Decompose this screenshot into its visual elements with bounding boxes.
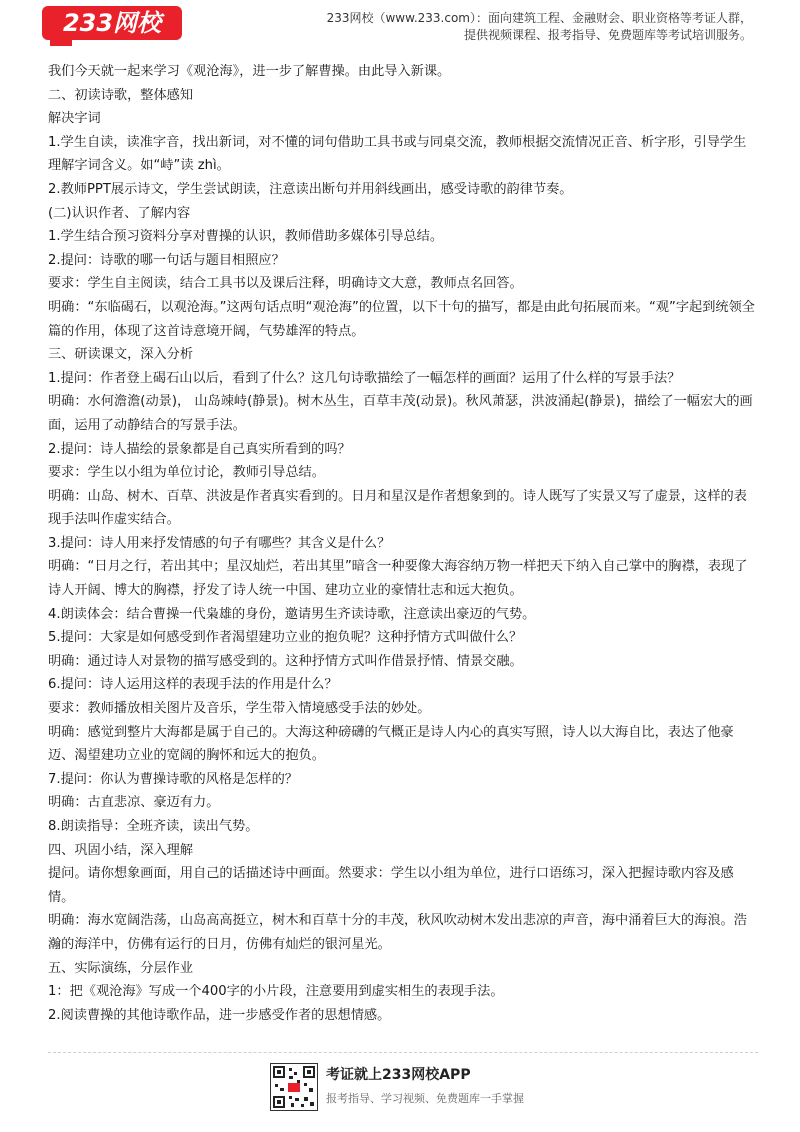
paragraph: 1.学生结合预习资料分享对曹操的认识，教师借助多媒体引导总结。 [48, 229, 444, 245]
paragraph: 明确：感觉到整片大海都是属于自己的。大海这种磅礴的气概正是诗人内心的真实写照，诗人以大海自比，表达了他豪迈、渴望建功立业的宽阔的胸怀和远大的抱负。 [48, 724, 734, 764]
paragraph: 要求：学生以小组为单位讨论，教师引导总结。 [48, 465, 325, 481]
paragraph: 明确：山岛、树木、百草、洪波是作者真实看到的。日月和星汉是作者想象到的。诗人既写了实景又写了虚景，这样的表现手法叫作虚实结合。 [48, 488, 747, 528]
paragraph: 1：把《观沧海》写成一个400字的小片段，注意要用到虚实相生的表现手法。 [48, 984, 504, 1000]
document-body [48, 60, 758, 1027]
footer-subtitle: 报考指导、学习视频、免费题库一手掌握 [326, 1092, 524, 1105]
logo-accent [50, 38, 72, 46]
paragraph: 2.提问：诗歌的哪一句话与题目相照应？ [48, 252, 285, 268]
paragraph: 明确：通过诗人对景物的描写感受到的。这种抒情方式叫作借景抒情、情景交融。 [48, 653, 523, 669]
section-heading: 三、研读课文，深入分析 [48, 347, 194, 363]
paragraph: 2.提问：诗人描绘的景象都是自己真实所看到的吗？ [48, 441, 351, 457]
paragraph: 2.阅读曹操的其他诗歌作品，进一步感受作者的思想情感。 [48, 1007, 391, 1023]
paragraph: 要求：学生自主阅读，结合工具书以及课后注释，明确诗文大意，教师点名回答。 [48, 276, 523, 292]
section-heading: (二)认识作者、了解内容 [48, 205, 191, 221]
paragraph: 要求：教师播放相关图片及音乐，学生带入情境感受手法的妙处。 [48, 701, 431, 717]
header-tagline-line-2: 提供视频课程、报考指导、免费题库等考试培训服务。 [463, 28, 752, 42]
paragraph: 3.提问：诗人用来抒发情感的句子有哪些？其含义是什么？ [48, 535, 391, 551]
header-tagline [282, 10, 752, 44]
qr-code-icon[interactable] [270, 1063, 318, 1111]
section-heading: 二、初读诗歌，整体感知 [48, 87, 194, 103]
paragraph: 6.提问：诗人运用这样的表现手法的作用是什么？ [48, 677, 338, 693]
paragraph: 明确：海水宽阔浩荡，山岛高高挺立，树木和百草十分的丰茂，秋风吹动树木发出悲凉的声音，海中涌着巨大的海浪。浩瀚的海洋中，仿佛有运行的日月，仿佛有灿烂的银河星光。 [48, 913, 747, 952]
section-heading: 四、巩固小结，深入理解 [48, 842, 194, 858]
section-heading: 五、实际演练，分层作业 [48, 960, 194, 976]
page-header [0, 0, 800, 52]
paragraph: 1.学生自读，读准字音，找出新词，对不懂的词句借助工具书或与同桌交流，教师根据交流情况正音、析字形，引导学生理解字词含义。如“峙”读 zhì。 [48, 134, 747, 174]
footer-divider [48, 1052, 758, 1053]
paragraph: 明确：“日月之行，若出其中；星汉灿烂，若出其里”暗含一种要像大海容纳万物一样把天下纳入自己掌中的胸襟，表现了诗人开阔、博大的胸襟，抒发了诗人统一中国、建功立业的豪情壮志和远大抱负。 [48, 559, 748, 599]
paragraph: 8.朗读指导：全班齐读，读出气势。 [48, 819, 259, 834]
paragraph: 解决字词 [48, 111, 101, 127]
paragraph: 4.朗读体会：结合曹操一代枭雄的身份，邀请男生齐读诗歌，注意读出豪迈的气势。 [48, 606, 536, 622]
paragraph: 我们今天就一起来学习《观沧海》，进一步了解曹操。由此导入新课。 [48, 64, 451, 79]
paragraph: 1.提问：作者登上碣石山以后，看到了什么？这几句诗歌描绘了一幅怎样的画面？运用了什么样的写景手法？ [48, 370, 681, 386]
paragraph: 明确：“东临碣石，以观沧海。”这两句话点明“观沧海”的位置，以下十句的描写，都是由此句拓展而来。“观”字起到统领全篇的作用，体现了这首诗意境开阔，气势雄浑的特点。 [48, 299, 755, 339]
paragraph: 明确：水何澹澹(动景)， 山岛竦峙(静景)。树木丛生，百草丰茂(动景)。秋风萧瑟，洪波涌起(静景)，描绘了一幅宏大的画面，运用了动静结合的写景手法。 [48, 394, 753, 433]
paragraph: 提问。请你想象画面，用自己的话描述诗中画面。然要求：学生以小组为单位，进行口语练习，深入把握诗歌内容及感情。 [48, 866, 734, 905]
paragraph: 2.教师PPT展示诗文，学生尝试朗读，注意读出断句并用斜线画出，感受诗歌的韵律节奏。 [48, 181, 573, 197]
header-tagline-line-1: 233网校（www.233.com）：面向建筑工程、金融财会、职业资格等考证人群， [326, 11, 752, 25]
brand-logo[interactable]: 233网校 [42, 6, 182, 40]
paragraph: 7.提问：你认为曹操诗歌的风格是怎样的？ [48, 771, 298, 787]
paragraph: 明确：古直悲凉、豪迈有力。 [48, 795, 220, 811]
footer-title: 考证就上233网校APP [326, 1067, 471, 1083]
paragraph: 5.提问：大家是如何感受到作者渴望建功立业的抱负呢？这种抒情方式叫做什么？ [48, 630, 523, 646]
